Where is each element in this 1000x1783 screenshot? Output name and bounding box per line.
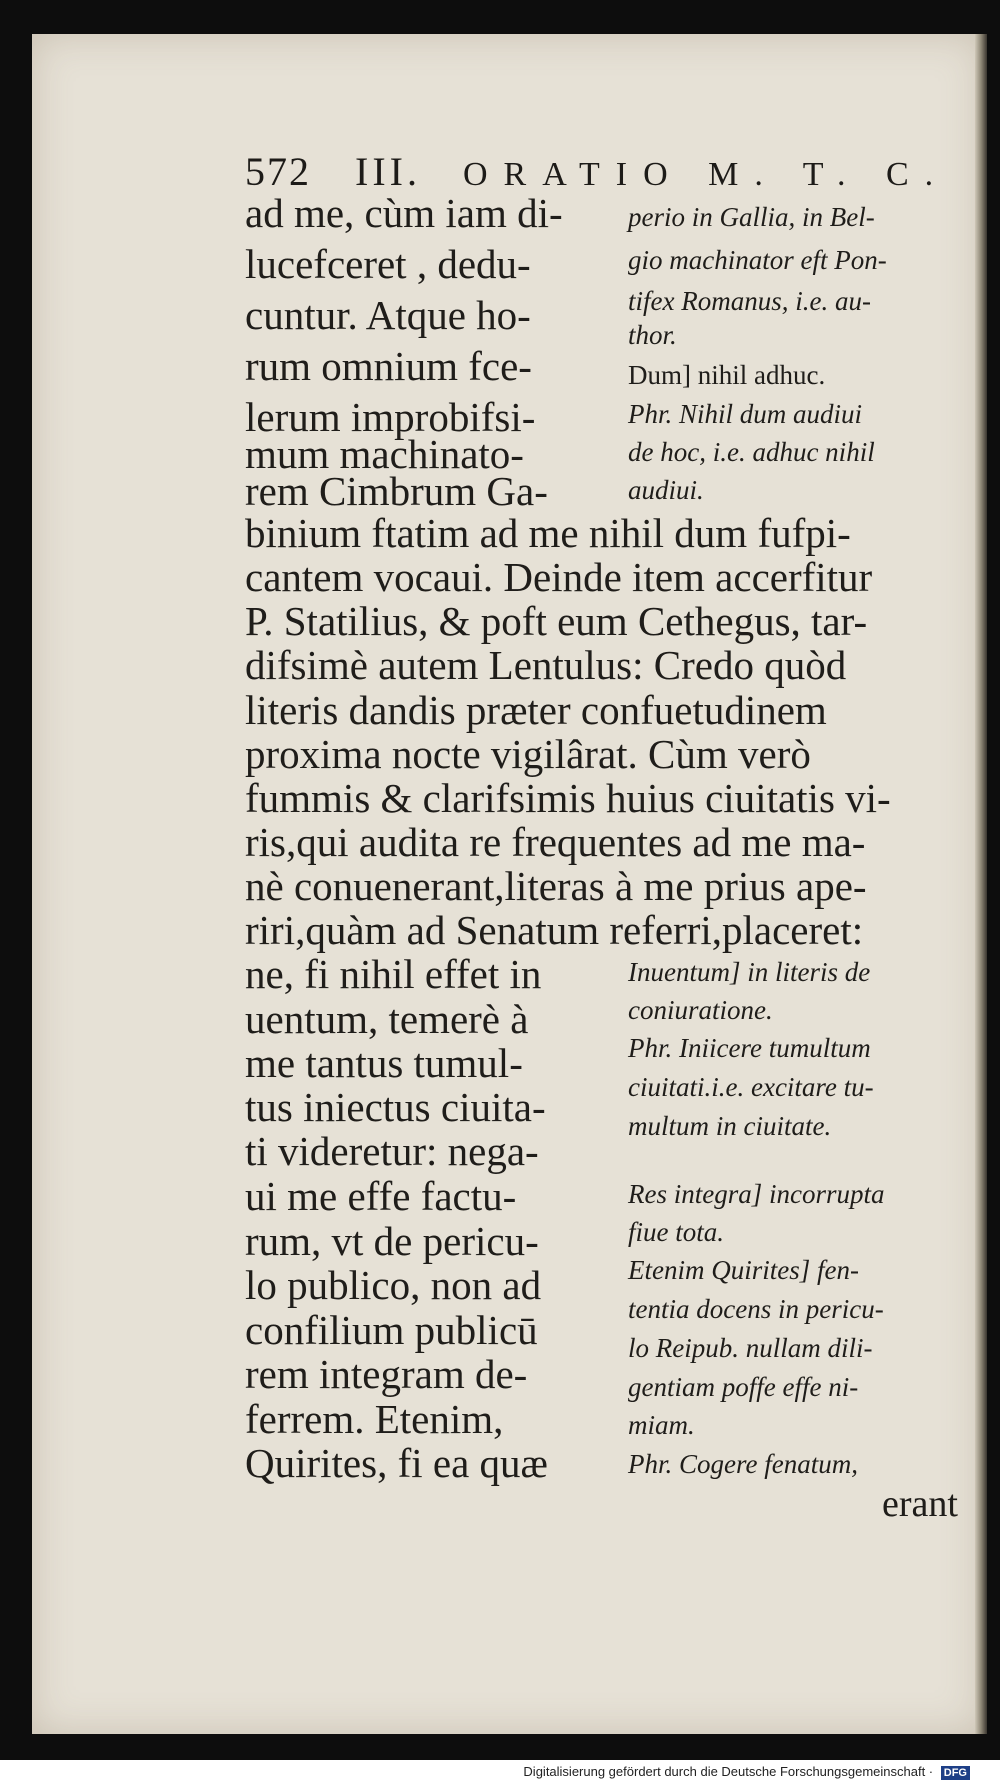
main-text-line: ris,qui audita re frequentes ad me ma- <box>245 819 866 865</box>
main-text-line: Quirites, fi ea quæ <box>245 1440 548 1486</box>
gloss-line: audiui. <box>628 475 704 505</box>
main-text-line: binium ftatim ad me nihil dum fufpi- <box>245 510 851 556</box>
gloss-line: gio machinator eft Pon- <box>628 245 887 275</box>
page-number: 572 <box>245 149 311 194</box>
running-title: ORATIO M. T. C. <box>462 156 950 193</box>
gloss-line: de hoc, i.e. adhuc nihil <box>628 437 875 467</box>
gloss-line: coniuratione. <box>628 995 773 1025</box>
gloss-line: ciuitati.i.e. excitare tu- <box>628 1072 874 1102</box>
main-text-line: uentum, temerè à <box>245 996 529 1042</box>
main-text-line: ferrem. Etenim, <box>245 1396 504 1442</box>
main-text-line: riri,quàm ad Senatum referri,placeret: <box>245 907 864 953</box>
main-text-line: mum machinato- <box>245 431 524 477</box>
main-text-line: difsimè autem Lentulus: Credo quòd <box>245 642 847 688</box>
main-text-line: fummis & clarifsimis huius ciuitatis vi- <box>245 775 891 821</box>
page-edge <box>975 34 987 1734</box>
gloss-line: miam. <box>628 1410 695 1440</box>
gloss-line: Inuentum] in literis de <box>628 957 871 987</box>
main-text-line: ad me, cùm iam di- <box>245 190 563 236</box>
gloss-line: perio in Gallia, in Bel- <box>628 202 875 232</box>
main-text-line: nè conuenerant,literas à me prius ape- <box>245 863 867 909</box>
main-text-line: rem Cimbrum Ga- <box>245 468 548 514</box>
main-text-line: cantem vocaui. Deinde item accerfitur <box>245 554 873 600</box>
gloss-line: tifex Romanus, i.e. au- <box>628 286 871 316</box>
gloss-line: lo Reipub. nullam dili- <box>628 1333 873 1363</box>
gloss-line: fiue tota. <box>628 1217 724 1247</box>
main-text-line: ui me effe factu- <box>245 1173 517 1219</box>
main-text-line: rem integram de- <box>245 1351 528 1397</box>
dfg-logo: DFG <box>941 1766 970 1780</box>
gloss-line: gentiam poffe effe ni- <box>628 1372 859 1402</box>
main-text-line: tus iniectus ciuita- <box>245 1084 546 1130</box>
gloss-line: Phr. Iniicere tumultum <box>628 1033 871 1063</box>
gloss-line: thor. <box>628 320 677 350</box>
main-text-line: rum, vt de pericu- <box>245 1218 539 1264</box>
book-number: III. <box>355 149 421 194</box>
credit-text: Digitalisierung gefördert durch die Deutsche Forschungsgemeinschaft · <box>523 1764 934 1779</box>
digitization-credit <box>523 1764 970 1780</box>
gloss-line: Phr. Nihil dum audiui <box>628 399 863 429</box>
main-text-line: rum omnium fce- <box>245 343 532 389</box>
main-text-line: P. Statilius, & poft eum Cethegus, tar- <box>245 598 868 644</box>
gloss-line: Dum] nihil adhuc. <box>628 360 826 390</box>
gloss-line: Etenim Quirites] fen- <box>628 1255 859 1285</box>
main-text-line: literis dandis præter confuetudinem <box>245 687 827 733</box>
running-header <box>245 148 949 195</box>
catchword: erant <box>882 1483 958 1525</box>
main-text-line: ne, fi nihil effet in <box>245 951 542 997</box>
main-text-line: confilium publicū <box>245 1307 538 1353</box>
gloss-line: Phr. Cogere fenatum, <box>628 1449 858 1479</box>
main-text-line: me tantus tumul- <box>245 1040 523 1086</box>
main-text-line: cuntur. Atque ho- <box>245 292 531 338</box>
main-text-line: lo publico, non ad <box>245 1262 542 1308</box>
gloss-line: Res integra] incorrupta <box>628 1179 885 1209</box>
main-text-line: ti videretur: nega- <box>245 1128 539 1174</box>
main-text-line: proxima nocte vigilârat. Cùm verò <box>245 731 811 777</box>
gloss-line: tentia docens in pericu- <box>628 1294 884 1324</box>
main-text-line: lerum improbifsi- <box>245 394 536 440</box>
gloss-line: multum in ciuitate. <box>628 1111 832 1141</box>
main-text-line: lucefceret , dedu- <box>245 241 531 287</box>
